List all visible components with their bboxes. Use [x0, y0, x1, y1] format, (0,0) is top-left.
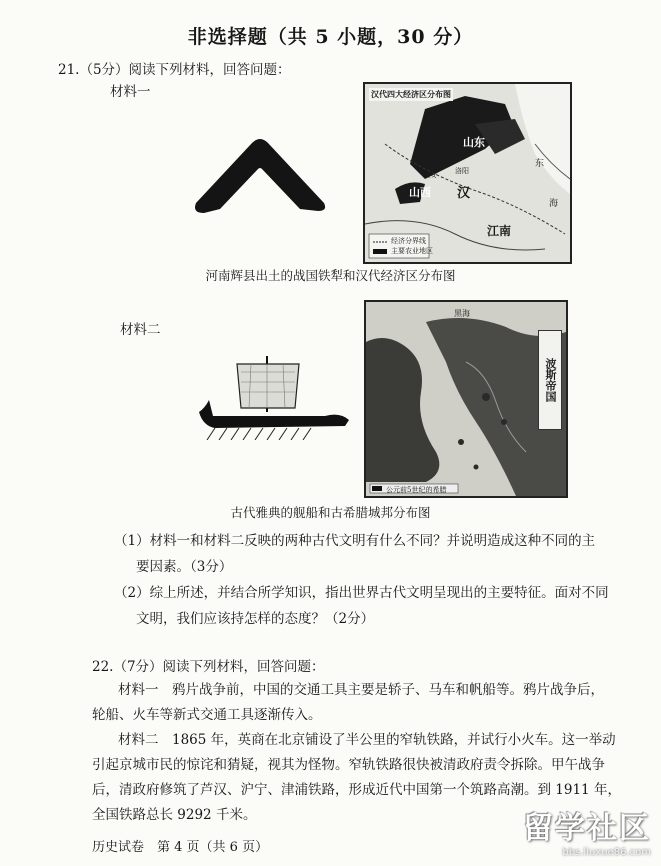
- map1-label-east: 东: [535, 159, 545, 169]
- map1-label-jiangnan: 江南: [487, 224, 512, 238]
- material-2-label: 材料二: [120, 322, 161, 338]
- q22-material-2-line-3: 后，清政府修筑了芦汉、沪宁、津浦铁路，形成近代中国第一个筑路高潮。到 1911 年，: [92, 782, 621, 798]
- caption-2: 古代雅典的舰船和古希腊城邦分布图: [230, 505, 431, 520]
- section-title: 非选择题（共 5 小题，30 分）: [187, 26, 474, 48]
- map1-title: 汉代四大经济区分布图: [371, 89, 451, 99]
- question-21-heading: 21.（5分）阅读下列材料，回答问题：: [58, 62, 291, 78]
- map2-legend: 公元前5世纪的希腊: [386, 486, 447, 494]
- map2-drawing: [366, 302, 566, 496]
- map1-label-shandong: 山东: [463, 136, 485, 149]
- map1-label-sea: 海: [549, 199, 559, 209]
- greek-city-states-map: [364, 300, 568, 498]
- material-1-label: 材料一: [110, 84, 151, 100]
- sub-question-2-line-2: 文明，我们应该持怎样的态度？（2分）: [136, 611, 375, 627]
- sub-question-1-line-1: （1）材料一和材料二反映的两种古代文明有什么不同？并说明造成这种不同的主: [114, 533, 596, 549]
- q22-material-1-line-1: 材料一 鸦片战争前，中国的交通工具主要是轿子、马车和帆船等。鸦片战争后，: [118, 682, 604, 698]
- map1-label-han: 汉: [457, 186, 471, 201]
- watermark-url: bbs.liuxue86.com: [562, 847, 651, 858]
- map2-label-black-sea: 黑海: [454, 309, 470, 318]
- caption-1: 河南辉县出土的战国铁犁和汉代经济区分布图: [205, 268, 456, 283]
- map1-legend-agriculture: 主要农业地区: [391, 247, 433, 255]
- athenian-ship-image: [195, 350, 355, 440]
- iron-plough-image: [190, 125, 330, 220]
- map1-label-changan: 长安: [423, 171, 437, 179]
- map2-label-persia: 波斯帝国: [538, 330, 562, 430]
- sub-question-1-line-2: 要因素。（3分）: [136, 559, 233, 575]
- map1-legend-boundary: 经济分界线: [391, 237, 426, 245]
- map1-label-luoyang: 洛阳: [455, 167, 469, 175]
- q22-material-2-line-2: 引起京城市民的惊诧和猜疑，视其为怪物。窄轨铁路很快被清政府责令拆除。甲午战争: [92, 757, 605, 773]
- q22-material-1-line-2: 轮船、火车等新式交通工具逐渐传入。: [92, 707, 322, 723]
- site-watermark: [523, 803, 651, 858]
- watermark-logo-text: 留学社区: [523, 811, 651, 846]
- q22-material-2-line-1: 材料二 1865 年，英商在北京铺设了半公里的窄轨铁路，并试行小火车。这一举动: [118, 732, 616, 748]
- map1-label-shanxi: 山西: [409, 186, 431, 199]
- han-economic-regions-map: [363, 82, 572, 264]
- sub-question-2-line-1: （2）综上所述，并结合所学知识，指出世界古代文明呈现出的主要特征。面对不同: [114, 585, 609, 601]
- question-22-heading: 22.（7分）阅读下列材料，回答问题：: [92, 659, 325, 675]
- page-footer: 历史试卷 第 4 页（共 6 页）: [92, 840, 269, 855]
- q22-material-2-line-4: 全国铁路总长 9292 千米。: [92, 807, 257, 823]
